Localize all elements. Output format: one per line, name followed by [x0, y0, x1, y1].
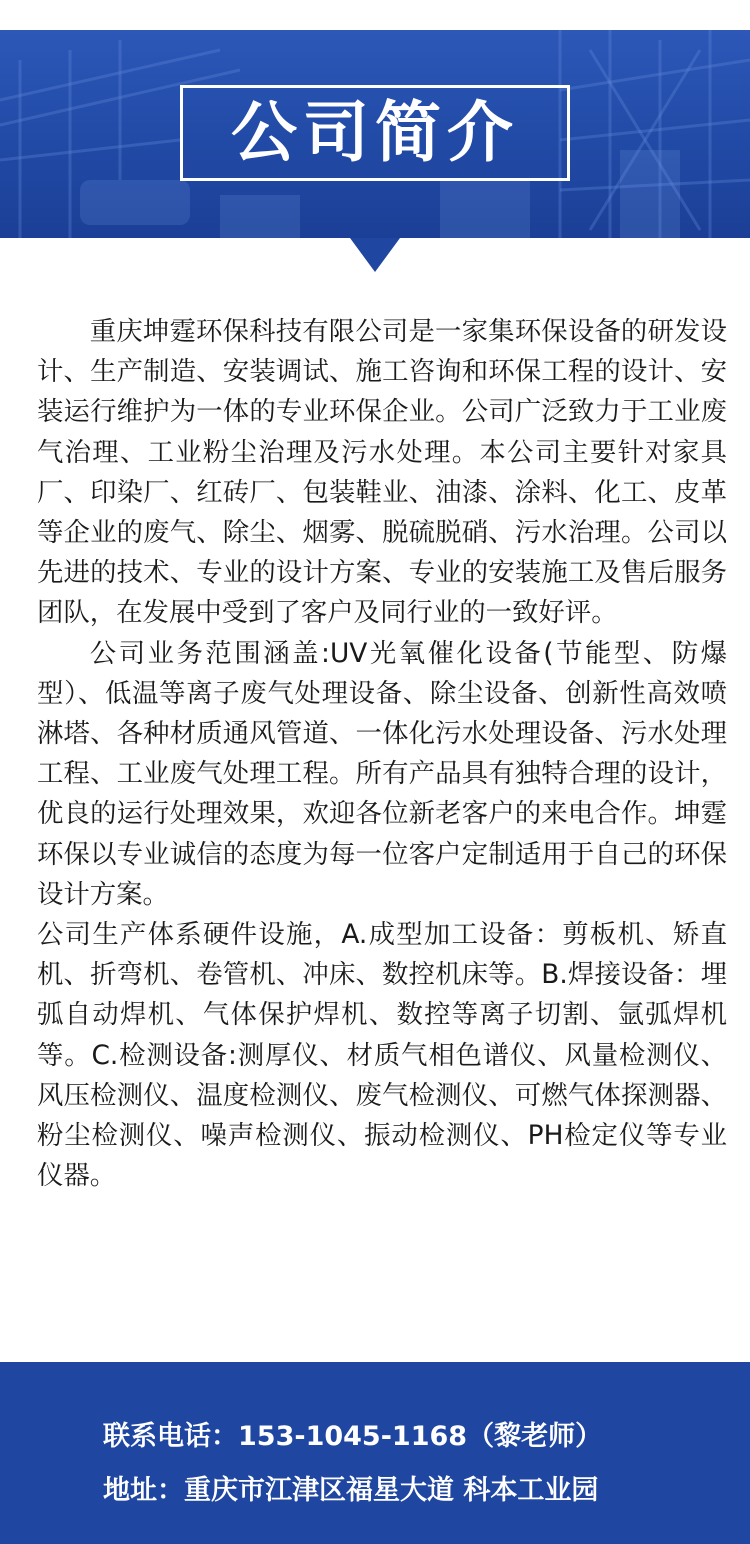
company-intro: [37, 312, 727, 1196]
contact-address: 地址：重庆市江津区福星大道 科本工业园: [103, 1475, 599, 1506]
contact-phone: 联系电话：153-1045-1168（黎老师）: [103, 1421, 603, 1452]
header-banner: [0, 30, 750, 238]
intro-paragraph-2: 公司业务范围涵盖:UV光氧催化设备(节能型、防爆型）、低温等离子废气处理设备、除尘设备、创新性高效喷淋塔、各种材质通风管道、一体化污水处理设备、污水处理工程、工业废气处理工程。所有产品具有独特合理的设计，优良的运行处理效果，欢迎各位新老客户的来电合作。坤霆环保以专业诚信的态度为每一位客户定制适用于自己的环保设计方案。: [37, 637, 727, 910]
page-title: 公司简介: [231, 94, 519, 171]
contact-footer: [0, 1362, 750, 1544]
title-frame: [180, 85, 570, 181]
intro-paragraph-3: 公司生产体系硬件设施，A.成型加工设备：剪板机、矫直机、折弯机、卷管机、冲床、数控机床等。B.焊接设备：埋弧自动焊机、气体保护焊机、数控等离子切割、氩弧焊机等。C.检测设备:测厚仪、材质气相色谱仪、风量检测仪、风压检测仪、温度检测仪、废气检测仪、可燃气体探测器、粉尘检测仪、噪声检测仪、振动检测仪、PH检定仪等专业仪器。: [37, 919, 727, 1192]
intro-paragraph-1: 重庆坤霆环保科技有限公司是一家集环保设备的研发设计、生产制造、安装调试、施工咨询和环保工程的设计、安装运行维护为一体的专业环保企业。公司广泛致力于工业废气治理、工业粉尘治理及污水处理。本公司主要针对家具厂、印染厂、红砖厂、包装鞋业、油漆、涂料、化工、皮革等企业的废气、除尘、烟雾、脱硫脱硝、污水治理。公司以先进的技术、专业的设计方案、专业的安装施工及售后服务团队，在发展中受到了客户及同行业的一致好评。: [37, 316, 727, 629]
down-pointer-icon: [350, 238, 400, 272]
